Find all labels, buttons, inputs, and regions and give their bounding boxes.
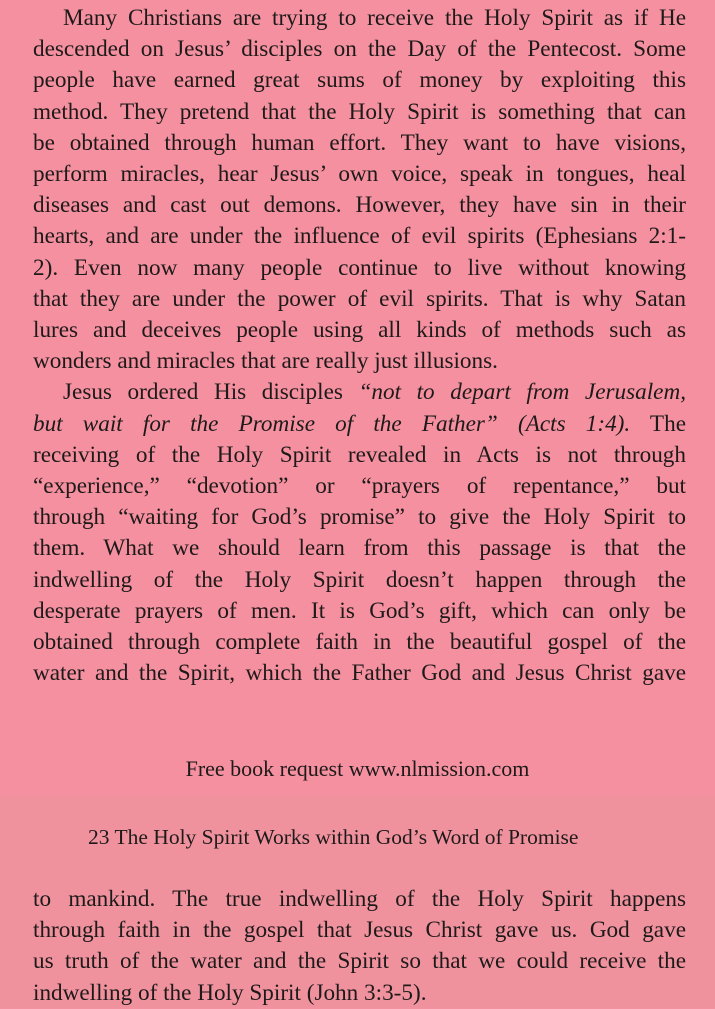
text-line: hearts, and are under the influence of evil spirits (Ephesians 2:1- — [33, 223, 686, 250]
text-line: indwelling of the Holy Spirit doesn’t happen through the — [33, 566, 686, 593]
text-line: through “waiting for God’s promise” to give the Holy Spirit to — [33, 504, 686, 531]
page-footer: Free book request www.nlmission.com — [185, 756, 530, 781]
scripture-quote: “not to depart from Jerusalem, — [358, 379, 687, 406]
continued-text-block — [33, 884, 686, 1009]
text-line — [33, 409, 686, 440]
text-line: people have earned great sums of money by exploiting this — [33, 67, 686, 94]
text-line: water and the Spirit, which the Father God and Jesus Christ gave — [33, 660, 686, 687]
text-line: be obtained through human effort. They want to have visions, — [33, 129, 686, 156]
text-line — [33, 377, 686, 408]
text-line: wonders and miracles that are really just illusions. — [33, 348, 498, 375]
text-line: perform miracles, hear Jesus’ own voice, speak in tongues, heal — [33, 161, 686, 188]
text-line: “experience,” “devotion” or “prayers of repentance,” but — [33, 473, 686, 500]
text-line: method. They pretend that the Holy Spirit is something that can — [33, 98, 686, 125]
scripture-quote: but wait for the Promise of the Father” (Acts 1:4). — [33, 410, 631, 437]
text-line: 2). Even now many people continue to live without knowing — [33, 254, 686, 281]
text-line: lures and deceives people using all kinds of methods such as — [33, 317, 686, 344]
text-line: descended on Jesus’ disciples on the Day of the Pentecost. Some — [33, 36, 686, 63]
text-line: indwelling of the Holy Spirit (John 3:3-5). — [33, 979, 427, 1006]
text-line: us truth of the water and the Spirit so that we could receive the — [33, 948, 686, 975]
text-line: Many Christians are trying to receive the Holy Spirit as if He — [63, 5, 686, 31]
text-line: to mankind. The true indwelling of the Holy Spirit happens — [33, 886, 686, 912]
text-line: that they are under the power of evil spirits. That is why Satan — [33, 285, 686, 312]
text-line: through faith in the gospel that Jesus Christ gave us. God gave — [33, 917, 686, 944]
main-text-block — [33, 3, 686, 689]
page-header: 23 The Holy Spirit Works within God’s Word of Promise — [88, 825, 579, 849]
text-line: receiving of the Holy Spirit revealed in Acts is not through — [33, 441, 686, 468]
text-run: The — [630, 410, 686, 437]
text-run: Jesus ordered His disciples — [63, 379, 359, 406]
text-line: diseases and cast out demons. However, they have sin in their — [33, 192, 686, 219]
text-line: obtained through complete faith in the beautiful gospel of the — [33, 629, 686, 656]
text-line: desperate prayers of men. It is God’s gift, which can only be — [33, 597, 686, 624]
text-line: them. What we should learn from this passage is that the — [33, 535, 686, 562]
